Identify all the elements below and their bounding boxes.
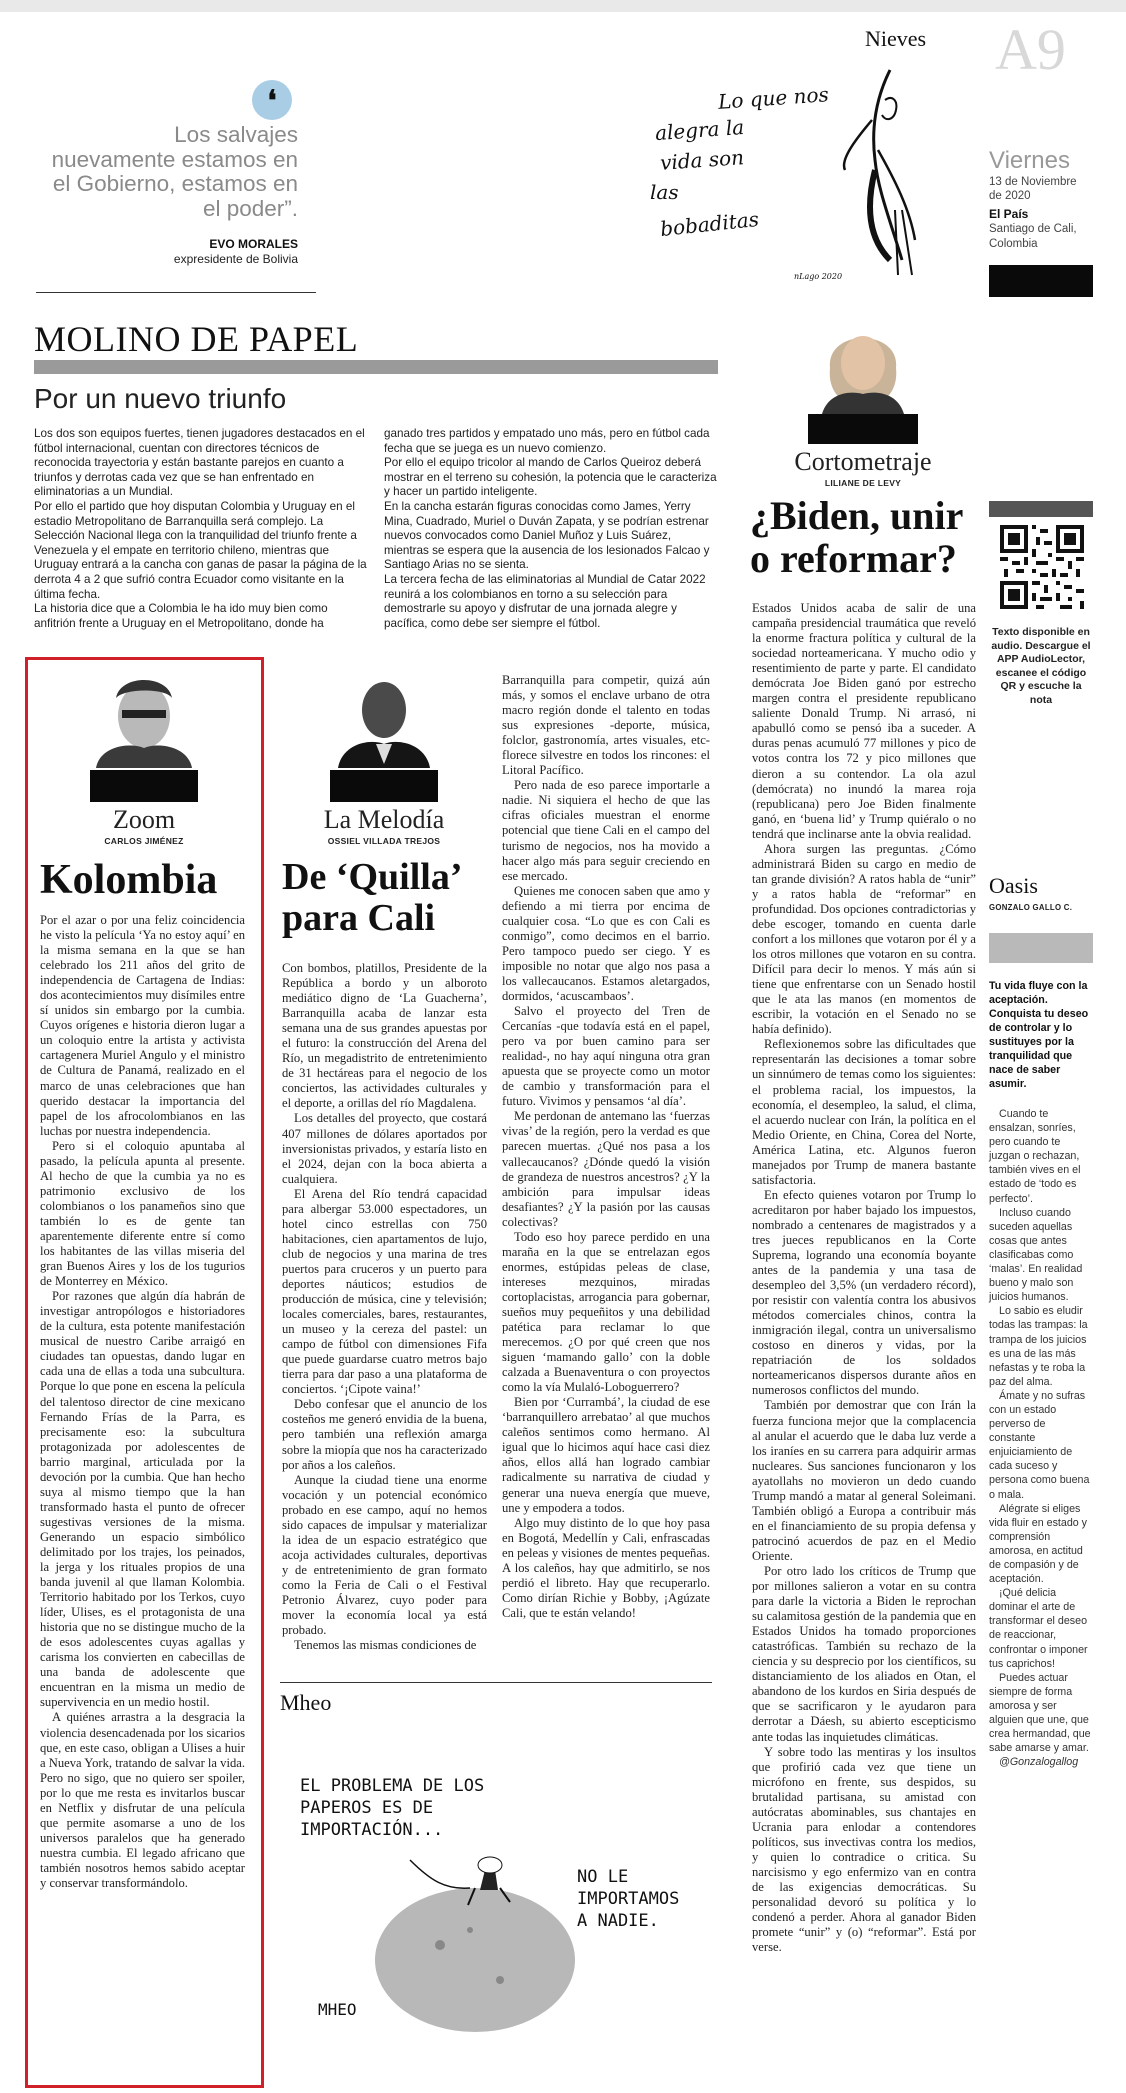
date-year: de 2020 [989,190,1031,202]
editorial-col-2 [384,427,718,631]
zoom-paragraph: Por el azar o por una feliz coincidencia he visto la película ‘Ya no estoy aquí’ en la misma semana en la que se han celebrado los 211 años del grito de independencia de Cartagena de Indias: dos acontecimientos muy disímiles entre sí unidos sin embargo por la cumbia. Cuyos orígenes e historia dieron lugar a un coloquio entre la artista y activista cartagenera Muriel Angulo y el ministro de Cultura de Panamá, realizado en el marco de unas celebraciones que han querido destacar la importancia del papel de los afrocolombianos en las luchas por nuestra independencia. [40,913,245,1138]
author-bar-zoom [90,770,198,802]
editorial-paragraph: La historia dice que a Colombia le ha ido muy bien como anfitrión frente a Uruguay en el Metropolitano, donde ha [34,602,328,630]
cortometraje-paragraph: Ahora surgen las preguntas. ¿Cómo administrará Biden su cargo en medio de tan grande división? A ratos habla de “unir” y a ratos habla de “reformar” en profundidad. Dos opciones contradictorias y debe escoger, tomando en cuenta darle confort a los millones que votaron por él y a los otros millones que votaron en su contra. Difícil para decir lo menos. Y más aún si tiene que enfrentarse con un Senado hostil que le ata las manos (en momentos de escribir, la votación en el Senado no se había definido). [752,841,976,1037]
oasis-grey-bar [989,933,1093,963]
author-photo-melodia [330,668,438,768]
cortometraje-paragraph: Reflexionemos sobre las dificultades que representarán las decisiones a tomar sobre un sinnúmero de temas como los siguientes: el problema racial, los impuestos, la economía, el desempleo, la salud, el clima, el acuerdo nuclear con Irán, la política en el Medio Oriente, en China, Corea del Norte, América Latina, etc. Algunos fueron manejados por Trump de manera bastante satisfactoria. [752,1037,976,1187]
author-photo-zoom [90,668,198,768]
quote-author: EVO MORALES [209,237,298,251]
zoom-paragraph: Pero si el coloquio apuntaba al pasado, la película apunta al presente. Al hecho de que la cumbia ya no es patrimonio exclusivo de los colombianos o los panameños sino que también lo es de gente tan aparentemente diferente entre sí como los habitantes de las villas miseria del gran Buenos Aires y los de los tugurios de Monterrey en México. [40,1138,245,1289]
author-bar-melodia [330,770,438,802]
oasis-handle[interactable]: @Gonzalogallog [999,1756,1079,1769]
byline-oasis: GONZALO GALLO C. [989,903,1073,912]
byline-zoom: CARLOS JIMÉNEZ [104,836,184,846]
section-title: MOLINO DE PAPEL [34,319,359,359]
date-black-bar [989,265,1093,297]
nieves-line-4: las [650,180,679,204]
mheo-illustration [360,1850,590,2050]
column-name-melodia: La Melodía [323,805,445,834]
melodia-paragraph: Con bombos, platillos, Presidente de la República a bordo y un alboroto mediático digno de ‘La Guacherna’, Barranquilla acaba de lanzar esta semana una de sus grandes apuestas por el futuro: la construcción del Arena del Río, un megadistrito de entretenimiento de 31 hectáreas para el negocio de los conciertos, las actividades culturales y el deporte, a orillas del río Magdalena. [282,961,487,1111]
article-cortometraje [752,601,976,1955]
melodia-paragraph: Aunque la ciudad tiene una enorme vocación y un potencial económico probado en ese campo, aquí no hemos sido capaces de impulsar y materializar la idea de un espacio estratégico que acoja actividades culturales, deportivas y de entretenimiento de gran formato como la Feria de Cali o el Festival Petronio Álvarez, cuyo poder para mover la economía local ya está probado. [282,1472,487,1638]
nieves-line-3: vida son [659,145,745,175]
city-name: Santiago de Cali, [989,223,1077,235]
qr-code-icon[interactable] [1000,525,1084,609]
headline-zoom: Kolombia [40,857,218,903]
oasis-paragraph: Incluso cuando suceden aquellas cosas que antes clasificabas como ‘malas’. En realidad bueno y malo son juicios humanos. [989,1206,1083,1304]
country-name: Colombia [989,238,1038,250]
oasis-paragraph: Alégrate si eliges vida fluir en estado y comprensión amorosa, en actitud de compasión y de aceptación. [989,1502,1088,1586]
melodia-paragraph: Los detalles del proyecto, que costará 407 millones de dólares aportados por inversionistas privados, y estaría listo en el 2024, dejan con la boca abierta a cualquiera. [282,1111,487,1186]
section-bar [34,360,718,374]
mheo-bubble-1: EL PROBLEMA DE LOS PAPEROS ES DE IMPORTACIÓN... [300,1776,485,1840]
nieves-line-5: bobaditas [659,206,760,242]
zoom-paragraph: Por razones que algún día habrán de investigar antropólogos e historiadores de la cultura, esta potente manifestación musical de nuestro Caribe arraigó en ciudades tan opuestas, dando lugar en cada una de ellas a toda una subcultura. Porque lo que pone en escena la película del talentoso director de cine mexicano Fernando Frías de la Parra, es precisamente eso: la subcultura protagonizada por adolescentes de barrio marginal, articulada por la devoción por la cumbia. Que han hecho suya al mismo tiempo que la han transformado hasta el punto de ofrecer sugestivas versiones de la misma. Generando un espacio simbólico delimitado por los trajes, los peinados, la jerga y los rituales propios de una banda juvenil al que llaman Kolombia. Territorio habitado por los Terkos, cuyo líder, Ulises, es el protagonista de una historia que no se distingue mucho de la de esos adolescentes cuyas agallas y carisma los convierten en cabecillas de una banda de adolescente que encuentran en la misma un medio de supervivencia en un medio hostil. [40,1289,245,1710]
cortometraje-paragraph: Y sobre todo las mentiras y los insultos que profirió cada vez que tiene un micrófono en frente, sus despidos, su brutalidad partisana, su amistad con autócratas abominables, sus chantajes en Ucrania para enlodar a contendores políticos, sus invectivas contra los medios, y quien lo contradice o critica. Su narcisismo y ego enfermizo van en contra de las exigencias democráticas. Su personalidad devoró su política y lo condenó a perder. Ahora al ganador Biden promete “unir” y (o) “reformar”. Está por verse. [752,1744,976,1955]
headline-melodia: De ‘Quilla’ para Cali [282,856,460,939]
top-rule [0,0,1126,12]
oasis-paragraph: Ámate y no sufras con un estado perverso de constante enjuiciamiento de cada suceso y persona como buena o mala. [989,1389,1090,1501]
melodia-paragraph: Quienes me conocen saben que amo y defiendo a mi tierra por encima de cualquier cosa. “Lo que es con Cali es conmigo”, como decimos en el barrio. Pero tampoco puedo ser ciego. Y es imposible no notar que algo nos pasa a los vallecaucanos. Estamos aletargados, dormidos, ‘acuscambaos’. [502,883,710,1003]
cortometraje-paragraph: Estados Unidos acaba de salir de una campaña presidencial traumática que reveló la enorme fractura política y cultural de la sociedad norteamericana. Y mucho odio y resentimiento de parte y parte. El candidato demócrata Joe Biden ganó por estrecho margen contra el presidente republicano saliente Donald Trump. Ni arrasó, ni apabulló como se pensó iba a suceder. A duras penas acumuló 77 millones y pico de votos contra los 72 y pico millones que dieron a su contendor. La ola azul (demócrata) no inundó la marea roja (republicana) pero Joe Biden finalmente ganó, en ‘buena lid’ y Trump quiéralo o no tendrá que inclinarse ante la obvia realidad. [752,601,976,841]
melodia-paragraph: Tenemos las mismas condiciones de [294,1638,477,1653]
date-day: Viernes [989,147,1070,174]
melodia-paragraph: Bien por ‘Currambá’, la ciudad de ese ‘barranquillero arrebatao’ al que muchos caleños sentimos como hermano. Al igual que lo hicimos aquí hace casi diez años, ellos allá han logrado cambiar radicalmente su narrativa de ciudad y generar una nueva energía que mueve, une y empodera a todos. [502,1395,710,1515]
oasis-paragraph: Puedes actuar siempre de forma amorosa y ser alguien que une, que crea hermandad, que sabe amarse y amar. [989,1671,1091,1755]
cortometraje-paragraph: También por demostrar que con Irán la fuerza funciona mejor que la complacencia al anular el acuerdo que le daba luz verde a los iraníes en su carrera para adquirir armas nucleares. Sus sanciones funcionaron y los ayatollahs no movieron un dedo cuando Trump mandó a matar al general Soleimani. También obligó a Europa a contribuir más en el financiamiento de su propia defensa y patrocinó acuerdos de paz en el Medio Oriente. [752,1398,976,1563]
oasis-paragraph: Lo sabio es eludir todas las trampas: la trampa de los juicios es una de las más nefastas y te roba la paz del alma. [989,1305,1088,1388]
melodia-paragraph: Me perdonan de antemano las ‘fuerzas vivas’ de la región, pero la verdad es que parecen muertas. ¿Qué nos pasa a los vallecaucanos? ¿Dónde quedó la visión de grandeza de nuestros ancestros? ¿Y la ambición para impulsar ideas desafiantes? ¿Y la pasión por las causas colectivas? [502,1109,710,1229]
mheo-title: Mheo [280,1690,332,1715]
paper-name: El País [989,207,1029,221]
oasis-paragraph: Cuando te ensalzan, sonríes, pero cuando te juzgan o rechazan, también vives en el estado de ‘todo es perfecto’. [989,1108,1081,1205]
mheo-top-rule [280,1682,712,1683]
article-zoom [40,913,245,1891]
editorial-paragraph: Por ello el partido que hoy disputan Colombia y Uruguay en el estadio Metropolitano de Barranquilla será complejo. La Selección Nacional llega con la tranquilidad del triunfo frente a Venezuela y el empate en territorio chileno, mientras que Uruguay entrará a la cancha con ganas de pasar la página de la derrota 4 a 2 que sufrió contra Ecuador como visitante en la última fecha. [34,499,367,601]
column-name-cortometraje: Cortometraje [794,447,932,476]
oasis-lead: Tu vida fluye con la aceptación. Conquista tu deseo de controlar y lo sustituyes por la tranquilidad que nace de saber asumir. [989,980,1089,1090]
editorial-paragraph: La tercera fecha de las eliminatorias al Mundial de Catar 2022 reunirá a los colombianos en torno a su selección para demostrarle su apoyo y disfrutar de una jornada alegre y pacífica, como debe ser siempre el fútbol. [384,572,706,630]
quote-icon: ❛ [252,80,292,120]
quote-text: Los salvajes nuevamente estamos en el Gobierno, estamos en el poder”. [51,122,298,221]
date-text: 13 de Noviembre [989,176,1077,188]
melodia-paragraph: Todo eso hoy parece perdido en una maraña en la que se entrelazan egos enormes, estúpidas peleas de clase, intereses mezquinos, miradas cortoplacistas, arrogancia para gobernar, sueños muy pequeñitos y una debilidad patética para reclamar lo que merecemos. ¿O por qué creen que nos siguen ‘mamando gallo’ con la doble calzada a Buenaventura o con proyectos como la vía Mulaló-Loboguerrero? [502,1229,710,1395]
column-name-zoom: Zoom [112,805,176,834]
editorial-paragraph: Los dos son equipos fuertes, tienen jugadores destacados en el fútbol internacional, cuentan con directores técnicos de reconocida trayectoria y están bastante parejos en cuanto a triunfos y derrotas cada vez que se han enfrentado en eliminatorias a un Mundial. [34,427,365,499]
melodia-paragraph: Algo muy distinto de lo que hoy pasa en Bogotá, Medellín y Cali, enfrascadas en peleas y visiones de mentes pequeñas. A los caleños, hay que admitirlo, se nos perdió el libreto. Hay que recuperarlo. Como dirían Richie y Bobby, ¡Agúzate Cali, que te están velando! [502,1515,710,1620]
author-photo-cortometraje [808,308,918,414]
nieves-signature: nLago 2020 [794,272,843,281]
cortometraje-paragraph: En efecto quienes votaron por Trump lo acreditaron por haber bajado los impuestos, nombrado a centenares de magistrados y a tres jueces republicanos en la Corte Suprema, logrando una economía boyante antes de la pandemia y una tasa de desempleo del 3,5% (un verdadero récord), por resistir con valentía contra los abusivos métodos comerciales chinos, contra la inmigración ilegal, contra un universalismo costoso en dineros y vidas, por la repatriación de los soldados norteamericanos dispersos durante años en numerosos conflictos del mundo. [752,1187,976,1398]
byline-cortometraje: LILIANE DE LEVY [824,478,902,488]
cortometraje-paragraph: Por otro lado los críticos de Trump que por millones salieron a votar en su contra para darle la victoria a Biden le reprochan su calamitosa gestión de la pandemia que en Estados Unidos ha tomado proporciones catastróficas. También su rechazo de la ciencia y su desprecio por los científicos, su distanciamiento de los aliados en Otan, el abandono de los kurdos en Siria después de que se sacrificaron y le ayudaron para derrotar a Dáesh, su abierto escepticismo ante todas las inquietudes climáticas. [752,1564,976,1744]
nieves-line-2: alegra la [654,114,745,146]
page-number: A9 [995,17,1066,82]
oasis-body [989,1107,1093,1769]
melodia-paragraph: Salvo el proyecto del Tren de Cercanías -que todavía está en el papel, pero va por buen camino para ser realidad-, no hay aquí ninguna otra gran apuesta que se proyecte como un motor de cambio y transformación para el futuro. Vivimos y pensamos ‘al día’. [502,1004,710,1109]
zoom-paragraph: A quiénes arrastra a la desgracia la violencia desencadenada por los sicarios que, en este caso, obligan a Ulises a huir a Nueva York, tratando de salvar la vida. Pero no sigo, que no quiero ser spoiler, por lo que me resta es invitarlos buscar en Netflix y disfrutar de una película que permite asomarse a uno de los universos paralelos que ha generado nuestra cumbia. El legado africano que también nosotros hemos sabido aceptar y conservar transformándolo. [40,1710,245,1890]
editorial-paragraph: En la cancha estarán figuras conocidas como James, Yerry Mina, Cuadrado, Muriel o Duván Zapata, y se podrían estrenar nuevos convocados como Daniel Muñoz y Luis Suárez, mientras se espera que la ausencia de los lesionados Falcao y Santiago Arias no se sienta. [384,499,710,572]
mheo-bubble-2: NO LE IMPORTAMOS A NADIE. [577,1867,680,1931]
melodia-paragraph: El Arena del Río tendrá capacidad para albergar 53.000 espectadores, un hotel cinco estrellas con 750 habitaciones, cien apartamentos de lujo, club de negocios y una marina de tres puertos para cruceros y un puerto para deportes náuticos; estudios de producción de música, cine y televisión; locales comerciales, bares, restaurantes, un museo y la cereza del pastel: un campo de fútbol con dimensiones Fifa que puede guardarse cuatro metros bajo tierra para dar paso a una plataforma de conciertos. ‘¡Cipote vaina!’ [282,1186,487,1397]
editorial-headline: Por un nuevo triunfo [34,383,287,414]
mheo-signature: MHEO [318,2000,357,2019]
quote-role: expresidente de Bolivia [173,252,298,266]
column-name-oasis: Oasis [989,873,1038,898]
article-melodia-col2 [502,673,710,1621]
editorial-paragraph: ganado tres partidos y empatado uno más, pero en fútbol cada fecha que se juega es un nuevo comienzo. [384,427,710,455]
melodia-paragraph: Debo confesar que el anuncio de los costeños me generó envidia de la buena, pero también una reflexión amarga sobre la miopía que nos ha caracterizado por años a los caleños. [282,1397,487,1472]
editorial-col-1 [34,427,368,631]
article-melodia-col1 [282,961,487,1653]
audio-note: Texto disponible en audio. Descargue el APP AudioLector, escanee el código QR y escuche la nota [991,626,1091,706]
oasis-paragraph: ¡Qué delicia dominar el arte de transformar el deseo de reaccionar, confrontar o imponer tus caprichos! [989,1587,1088,1670]
melodia-paragraph: Barranquilla para competir, quizá aún más, y somos el enclave urbano de otra macro región donde el talento en todas sus expresiones -deporte, música, folclor, gastronomía, artes visuales, etc- florece silvestre en todos los rincones: el Litoral Pacífico. [502,673,710,778]
nieves-line-1: Lo que nos [717,82,830,114]
nieves-title: Nieves [865,26,927,51]
rail-bar-grey [989,501,1093,517]
byline-melodia: OSSIEL VILLADA TREJOS [327,836,441,846]
quote-divider [36,292,316,293]
melodia-paragraph: Pero nada de eso parece importarle a nadie. Ni siquiera el hecho de que las cifras oficiales muestran el enorme potencial que tiene Cali en el campo del turismo de negocios, nos ha movido a hacer algo más para seguir creciendo en ese mercado. [502,778,710,883]
editorial-paragraph: Por ello el equipo tricolor al mando de Carlos Queiroz deberá mostrar en el terreno su cohesión, la potencia que le caracteriza y hacer un partido inteligente. [384,456,717,499]
headline-cortometraje: ¿Biden, unir o reformar? [750,493,963,581]
author-bar-cortometraje [808,414,918,444]
